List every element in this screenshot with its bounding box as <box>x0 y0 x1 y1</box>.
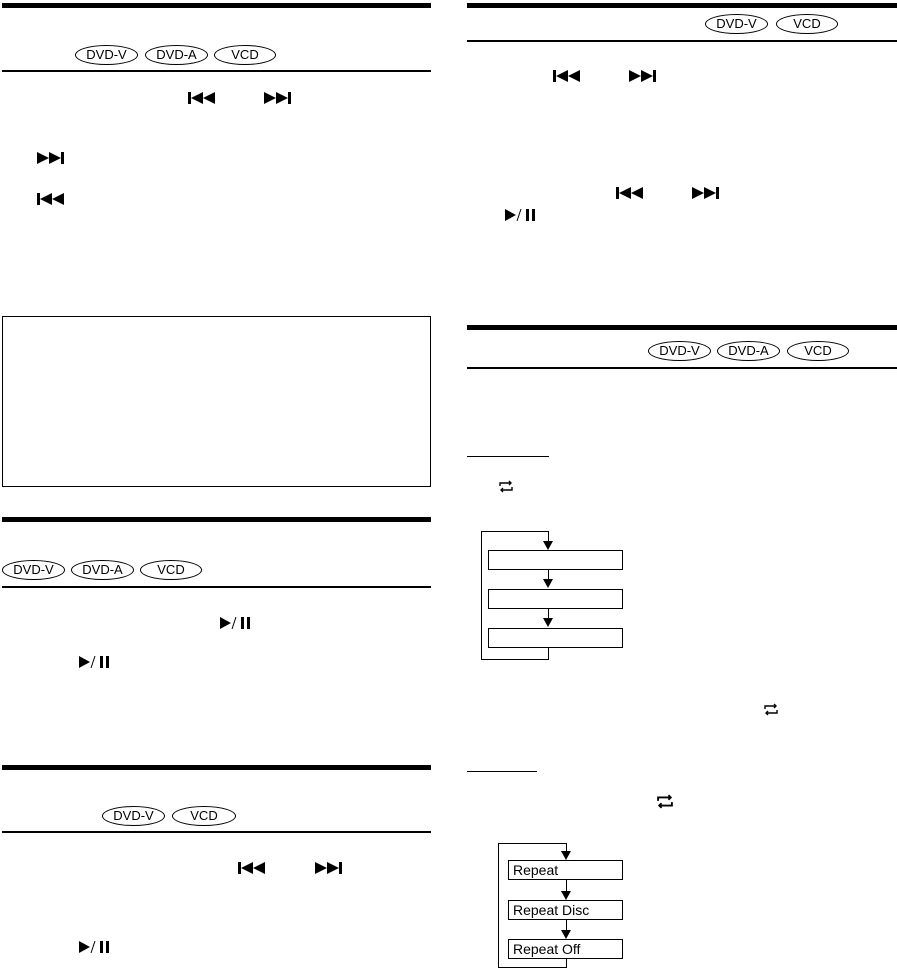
section-rule-top <box>467 3 897 8</box>
badge-dvd-v: DVD-V <box>648 341 711 361</box>
badge-dvd-v: DVD-V <box>75 45 138 65</box>
skip-next-icon <box>315 862 349 874</box>
skip-previous-icon <box>188 92 222 104</box>
section-rule-top <box>2 3 431 8</box>
skip-previous-icon <box>553 70 587 82</box>
badge-dvd-a: DVD-A <box>71 560 134 580</box>
repeat-flow-box <box>488 589 623 609</box>
badge-dvd-a: DVD-A <box>145 45 208 65</box>
badge-dvd-v: DVD-V <box>705 14 768 34</box>
subheading-underline <box>467 456 549 457</box>
section-rule-bottom <box>2 831 431 833</box>
repeat-option: Repeat Disc <box>508 900 623 920</box>
subheading-underline <box>467 771 537 772</box>
badge-vcd: VCD <box>787 341 849 361</box>
repeat-flow-box <box>488 550 623 570</box>
section-rule-top <box>467 325 897 330</box>
play-pause-icon <box>218 617 258 629</box>
section-rule-top <box>2 765 431 770</box>
repeat-icon <box>655 794 675 809</box>
skip-previous-icon <box>238 862 272 874</box>
play-pause-icon <box>77 941 117 953</box>
badge-vcd: VCD <box>172 806 236 826</box>
section-rule-bottom <box>467 367 897 369</box>
skip-next-icon <box>37 152 71 164</box>
badge-vcd: VCD <box>214 45 276 65</box>
skip-previous-icon <box>37 193 71 205</box>
skip-previous-icon <box>616 187 650 199</box>
badge-dvd-v: DVD-V <box>102 806 165 826</box>
badge-dvd-v: DVD-V <box>2 560 65 580</box>
note-box <box>2 316 431 487</box>
section-rule-bottom <box>2 70 431 72</box>
repeat-flow-box <box>488 628 623 648</box>
badge-vcd: VCD <box>776 14 838 34</box>
play-pause-icon <box>503 209 543 221</box>
skip-next-icon <box>692 187 726 199</box>
badge-dvd-a: DVD-A <box>717 341 780 361</box>
repeat-option: Repeat Off <box>508 939 623 959</box>
play-pause-icon <box>77 656 117 668</box>
skip-next-icon <box>629 70 663 82</box>
section-rule-top <box>2 517 431 522</box>
skip-next-icon <box>264 92 298 104</box>
section-rule-bottom <box>467 40 897 42</box>
repeat-icon <box>498 480 514 493</box>
section-rule-bottom <box>2 586 431 588</box>
repeat-option: Repeat <box>508 860 623 880</box>
repeat-icon <box>763 703 779 716</box>
badge-vcd: VCD <box>140 560 202 580</box>
